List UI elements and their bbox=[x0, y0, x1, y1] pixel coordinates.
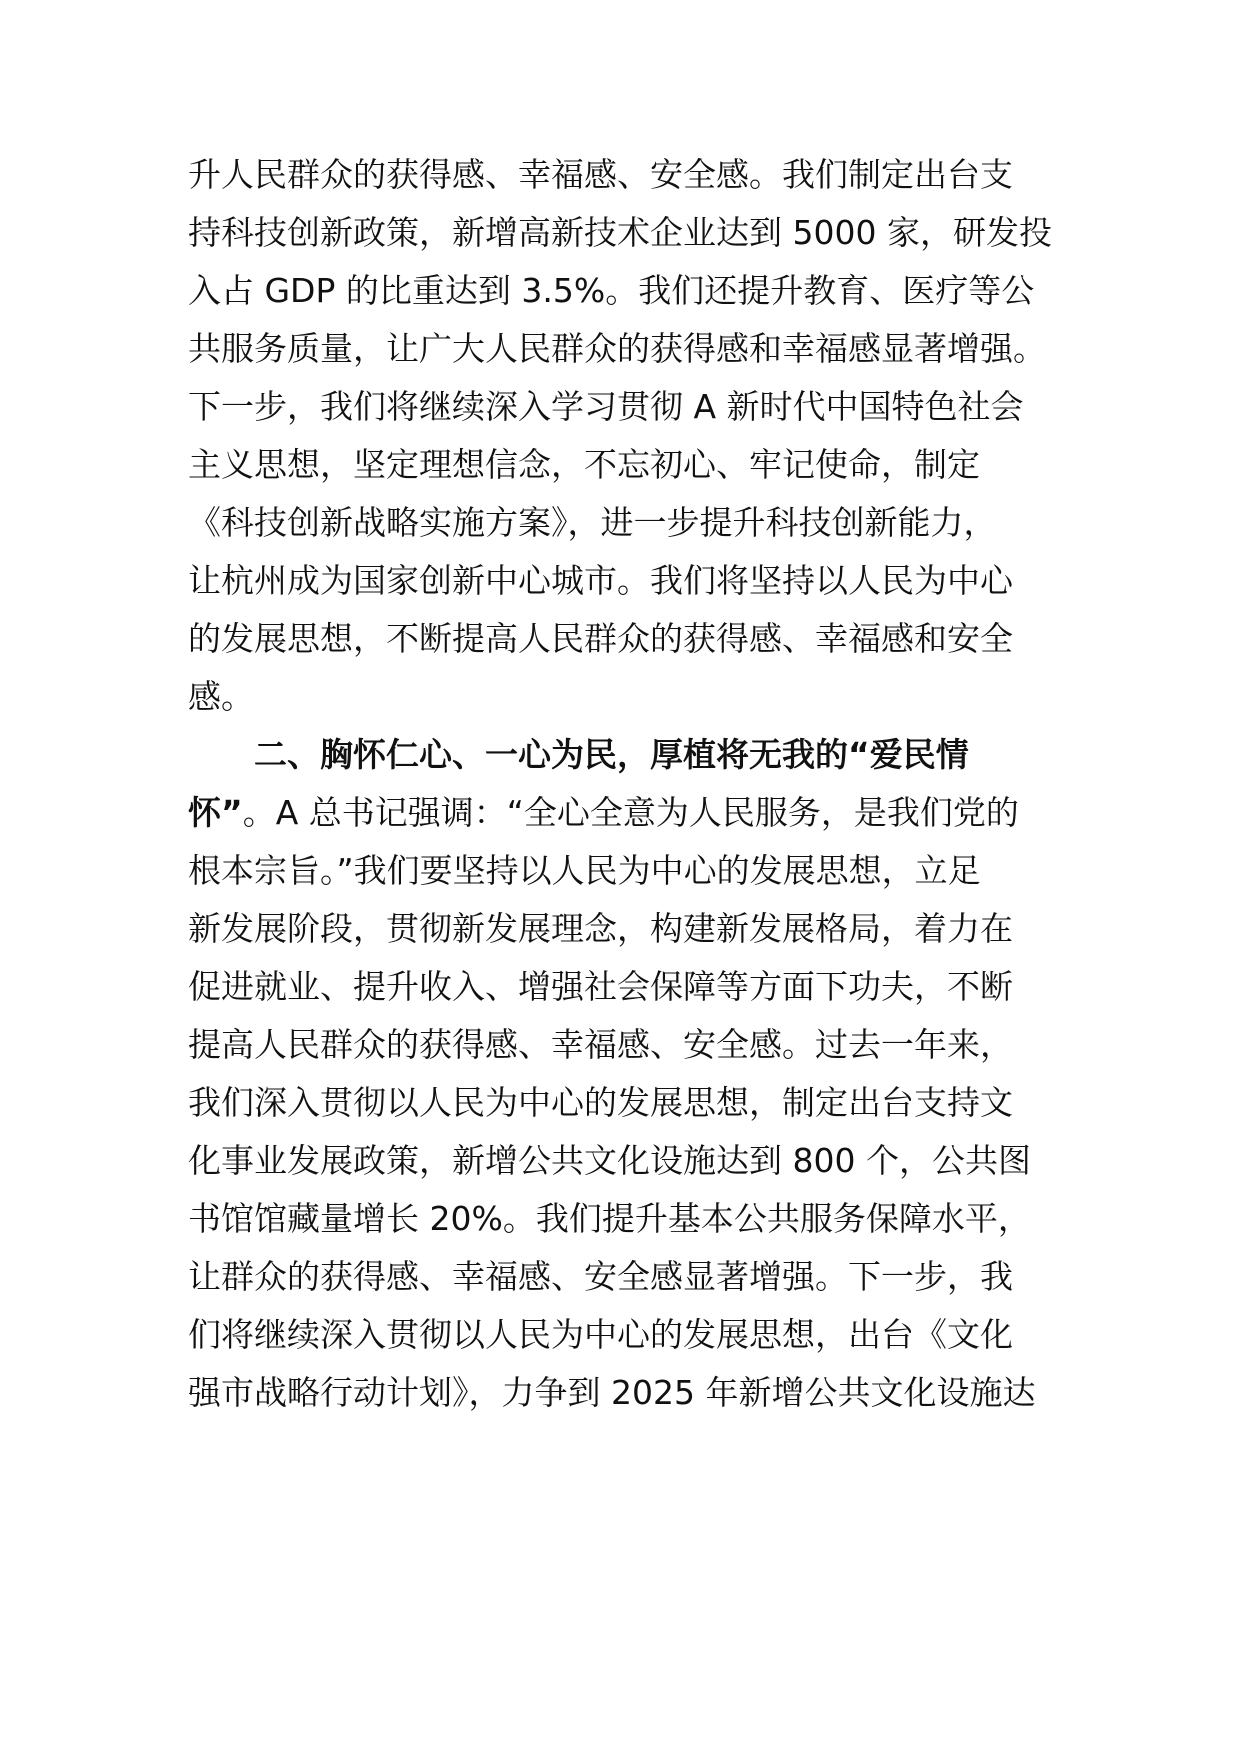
text-line: 共服务质量，让广大人民群众的获得感和幸福感显著增强。 bbox=[188, 329, 1046, 368]
text-line: 新发展阶段，贯彻新发展理念，构建新发展格局，着力在 bbox=[188, 909, 1013, 948]
text-line: 《科技创新战略实施方案》，进一步提升科技创新能力， bbox=[188, 503, 997, 542]
text-line: 下一步，我们将继续深入学习贯彻 A 新时代中国特色社会 bbox=[188, 387, 1024, 426]
text-line: 感。 bbox=[188, 677, 254, 716]
text-line: 书馆馆藏量增长 20%。我们提升基本公共服务保障水平， bbox=[188, 1199, 1031, 1238]
text-line: 主义思想，坚定理想信念，不忘初心、牢记使命，制定 bbox=[188, 445, 980, 484]
heading-continuation-line bbox=[188, 793, 1019, 833]
text-line: 根本宗旨。”我们要坚持以人民为中心的发展思想，立足 bbox=[188, 851, 981, 890]
text-line: 升人民群众的获得感、幸福感、安全感。我们制定出台支 bbox=[188, 155, 1013, 194]
section-heading: 二、胸怀仁心、一心为民，厚植将无我的“爱民情 bbox=[254, 735, 969, 774]
text-line: 强市战略行动计划》，力争到 2025 年新增公共文化设施达 bbox=[188, 1373, 1036, 1412]
text-line: 促进就业、提升收入、增强社会保障等方面下功夫，不断 bbox=[188, 967, 1013, 1006]
text-line: 持科技创新政策，新增高新技术企业达到 5000 家，研发投 bbox=[188, 213, 1052, 252]
text-line: 化事业发展政策，新增公共文化设施达到 800 个，公共图 bbox=[188, 1141, 1031, 1180]
text-line: 我们深入贯彻以人民为中心的发展思想，制定出台支持文 bbox=[188, 1083, 1013, 1122]
text-line: 提高人民群众的获得感、幸福感、安全感。过去一年来， bbox=[188, 1025, 1013, 1064]
text-line: 让群众的获得感、幸福感、安全感显著增强。下一步，我 bbox=[188, 1257, 1013, 1296]
text-line: 的发展思想，不断提高人民群众的获得感、幸福感和安全 bbox=[188, 619, 1013, 658]
text-line: 让杭州成为国家创新中心城市。我们将坚持以人民为中心 bbox=[188, 561, 1013, 600]
text-segment: 。A 总书记强调：“全心全意为人民服务，是我们党的 bbox=[242, 793, 1019, 832]
text-line: 入占 GDP 的比重达到 3.5%。我们还提升教育、医疗等公 bbox=[188, 271, 1035, 310]
text-line: 们将继续深入贯彻以人民为中心的发展思想，出台《文化 bbox=[188, 1315, 1013, 1354]
section-heading-end: 怀” bbox=[188, 793, 243, 832]
